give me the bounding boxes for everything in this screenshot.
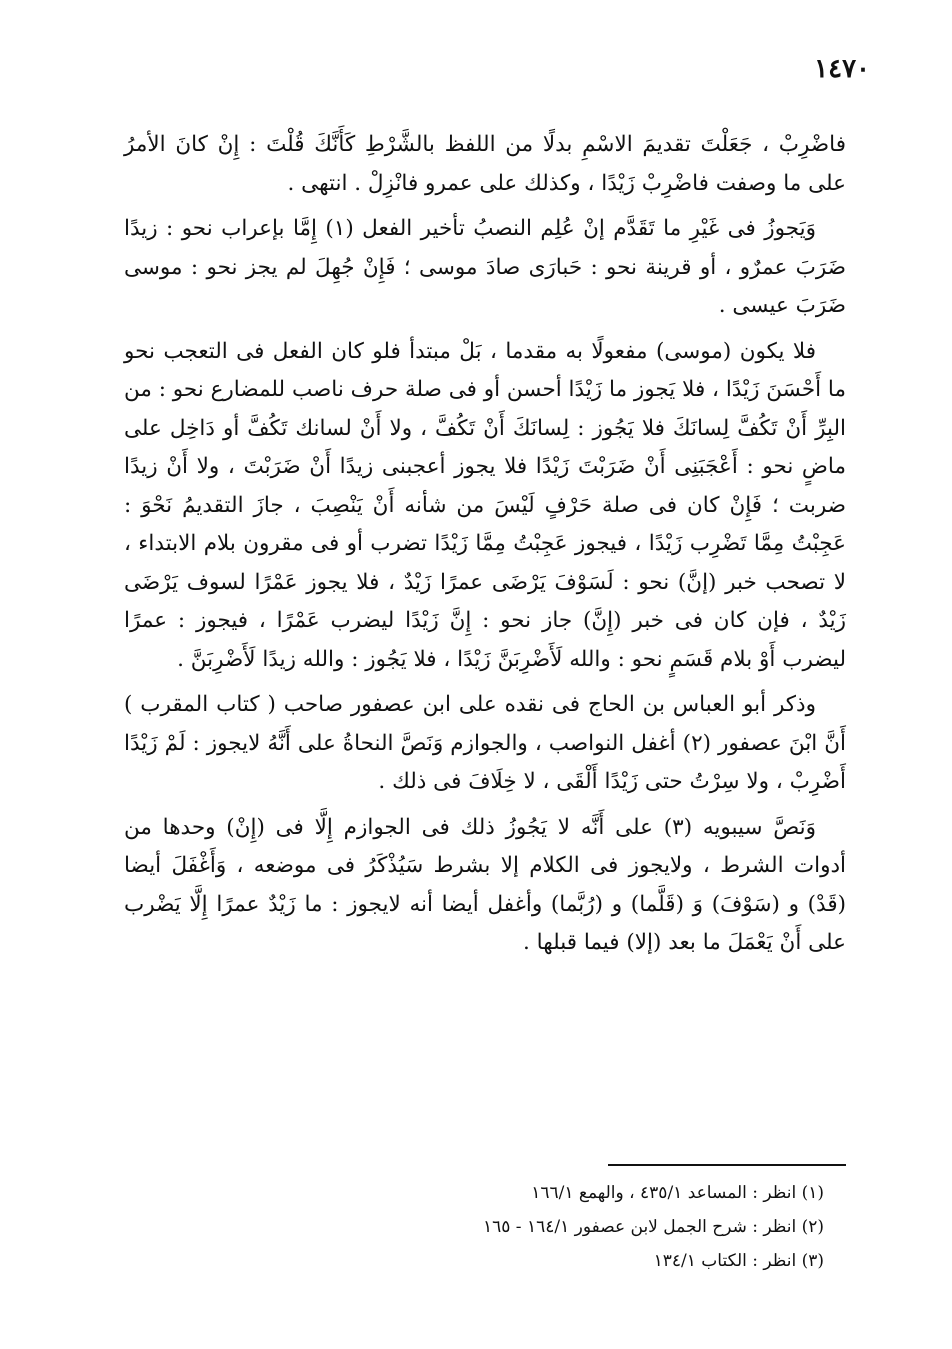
footnote: (١) انظر : المساعد ٤٣٥/١ ، والهمع ١٦٦/١: [531, 1183, 824, 1203]
footnote: (٢) انظر : شرح الجمل لابن عصفور ١٦٤/١ - ١٦٥: [482, 1217, 824, 1237]
footnote-separator: [608, 1164, 846, 1166]
paragraph: وذكر أبو العباس بن الحاج فى نقده على ابن عصفور صاحب ( كتاب المقرب ) أَنَّ ابْنَ عصفور (٢) أغفل النواصب ، والجوازم وَنَصَّ النحاةُ على أَنَّهُ لايجوز : لَمْ زَيْدًا أَضْرِبْ ، ولا سِرْتُ حتى زَيْدًا أَلْقَى ، لا خِلَافَ فى ذلك .: [124, 692, 846, 794]
paragraph: فلا يكون (موسى) مفعولًا به مقدما ، بَلْ مبتدأ فلو كان الفعل فى التعجب نحو ما أَحْسَنَ زَيْدًا ، فلا يَجوز ما زَيْدًا أحسن أو فى صلة حرف ناصب للمضارع نحو : من البِرِّ أَنْ تَكُفَّ لِسانَكَ فلا يَجُوز : لِسانَكَ أَنْ تَكُفَّ ، ولا أَنْ لسانك تَكُفَّ أو دَاخِل على ماضٍ نحو : أَعْجَبَنِى أَنْ ضَرَبْتَ زَيْدًا فلا يجوز أعجبنى زيدًا أَنْ ضَرَبْتَ ، ولا أَنْ زيدًا ضربت ؛ فَإِنْ كان فى صلة حَرْفٍ لَيْسَ من شأنه أَنْ يَنْصِبَ ، جازَ التقديمُ نَحْوَ : عَجِبْتُ مِمَّا تَضْرِب زَيْدًا ، فيجوز عَجِبْتُ مِمَّا زَيْدًا تضرب أو فى مقرون بلام الابتداء ، لا تصحب خبر (إنَّ) نحو : لَسَوْفَ يَرْضَى عمرًا زَيْدٌ ، فلا يجوز عَمْرًا لسوف يَرْضَى زَيْدٌ ، فإن كان فى خبر (إِنَّ) جاز نحو : إِنَّ زَيْدًا ليضرب عَمْرًا ، فيجوز : عمرًا ليضرب أَوْ بلام قَسَمٍ نحو : والله لَأَضْرِبَنَّ زَيْدًا ، فلا يَجُوز : والله زيدًا لَأَضْرِبَنَّ .: [124, 338, 846, 672]
paragraph: فاضْرِبْ ، جَعَلْتَ تقديمَ الاسْمِ بدلًا من اللفظ بالشَّرْطِ كَأَنَّكَ قُلْتَ : إِنْ كانَ الأمرُ على ما وصفت فاضْرِبْ زَيْدًا ، وكذلك على عمرو فانْزِلْ . انتهى .: [124, 132, 846, 196]
page-number: ١٤٧٠: [814, 54, 870, 84]
main-text: [124, 126, 846, 970]
footnotes: [264, 1176, 824, 1278]
paragraph: وَيَجوزُ فى غَيْرِ ما تَقَدَّم إنْ عُلِم النصبُ تأخير الفعل (١) إِمَّا بإعراب نحو : زيدًا ضَرَبَ عمرٌو ، أو قرينة نحو : حَبارَى صادَ موسى ؛ فَإِنْ جُهِلَ لم يجز نحو : موسى ضَرَبَ عيسى .: [124, 216, 846, 318]
paragraph: وَنَصَّ سيبويه (٣) على أَنَّه لا يَجُوزُ ذلك فى الجوازم إِلَّا فى (إِنْ) وحدها من أدوات الشرط ، ولايجوز فى الكلام إلا بشرط سَيُذْكَرُ فى موضعه ، وَأَغْفَلَ أيضا (قَدْ) و (سَوْفَ) وَ (قَلَّما) و (رُبَّما) وأغفل أيضا أنه لايجوز : ما زَيْدٌ عمرًا إِلَّا يَضْرب على أَنْ يَعْمَلَ ما بعد (إلا) فيما قبلها .: [124, 814, 846, 955]
footnote: (٣) انظر : الكتاب ١٣٤/١: [653, 1251, 824, 1271]
